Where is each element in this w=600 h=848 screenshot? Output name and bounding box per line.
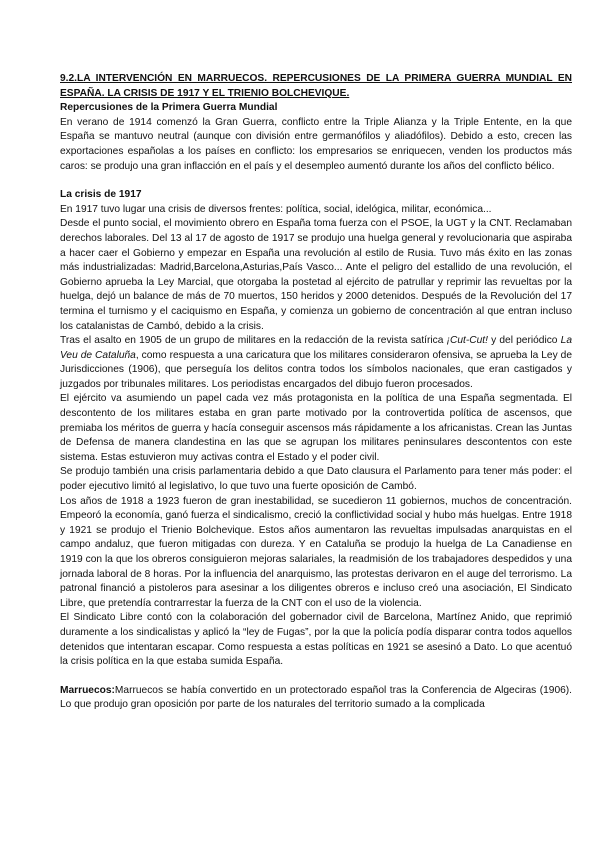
paragraph-marruecos <box>60 684 572 713</box>
paragraph-jurisdicciones <box>60 334 572 392</box>
text-fragment: Tras el asalto en 1905 de un grupo de militares en la redacción de la revista satírica <box>60 335 447 347</box>
paragraph-sindicato-libre: El Sindicato Libre contó con la colaboración del gobernador civil de Barcelona, Martínez Anido, que reprimió duramente a los sindicalistas y aplicó la “ley de Fugas”, por la que la policía podía disparar contra todos aquellos detenidos que intentaran escapar. Como respuesta a estas políticas en 1921 se asesinó a Dato. Lo que acentuó la crisis política en la que estaba sumida España. <box>60 612 572 668</box>
section-heading-ww1: Repercusiones de la Primera Guerra Mundial <box>60 102 278 114</box>
document-title: 9.2.LA INTERVENCIÓN EN MARRUECOS. REPERCUSIONES DE LA PRIMERA GUERRA MUNDIAL EN ESPAÑA. LA CRISIS DE 1917 Y EL TRIENIO BOLCHEVIQUE. <box>60 73 572 99</box>
section-heading-crisis-1917: La crisis de 1917 <box>60 189 142 201</box>
document-page <box>60 72 572 713</box>
spacer <box>60 670 572 684</box>
paragraph-army: El ejército va asumiendo un papel cada vez más protagonista en la política de una España segmentada. El descontento de los militares estaba en gran parte motivado por la controvertida política de ascensos, que premiaba los méritos de guerra y hacía conseguir ascensos más rápidamente a los africanistas. Crean las Juntas de Defensa de manera clandestina en las que se agrupan los militares peninsulares descontentos con este sistema. Estas estuvieron muy activas contra el Estado y el poder civil. <box>60 393 572 463</box>
paragraph-social: Desde el punto social, el movimiento obrero en España toma fuerza con el PSOE, la UGT y la CNT. Reclamaban derechos laborales. Del 13 al 17 de agosto de 1917 se produjo una huelga general y revolucionaria que aspiraba a hacer caer el Gobierno y empezar en España una revolución al estilo de Rusia. Tuvo más éxito en las zonas más industrializadas: Madrid,Barcelona,Asturias,País Vasco... Ante el peligro del estallido de una revolución, el Gobierno aprueba la Ley Marcial, que otorgaba la postetad al ejército de patrullar y reprimir las revueltas por la huelga, dejó un balance de más de 70 muertos, 150 heridos y 2000 detenidos. Después de la Revolución del 17 termina el turnismo y el caciquismo en España, y comienza un gobierno de concentración al que entran incluso los catalanistas de Cambó, debido a la crisis. <box>60 218 572 332</box>
paragraph-ww1: En verano de 1914 comenzó la Gran Guerra, conflicto entre la Triple Alianza y la Triple Entente, en la que España se mantuvo neutral (aunque con división entre germanófilos y aliadófilos). Debido a esto, crecen las exportaciones españolas a los países en conflicto: los empresarios se enriquecen, venden los productos más caros: se produjo una gran inflacción en el país y el desempleo aumentó durante los años del conflicto bélico. <box>60 116 572 172</box>
paragraph-parliament: Se produjo también una crisis parlamentaria debido a que Dato clausura el Parlamento para tener más poder: el poder ejecutivo limitó al legislativo, lo que tuvo una fuerte oposición de Cambó. <box>60 466 572 493</box>
marruecos-label: Marruecos: <box>60 684 115 696</box>
text-fragment: y del periódico <box>487 335 561 347</box>
text-fragment: , como respuesta a una caricatura que los militares consideraron ofensiva, se aprueba la Ley de Jurisdicciones (1906), que perseguía los delitos contra todos los símbolos nacionales, que eran castigados y juzgados por tribunales militares. Los periodistas encargados del dibujo fueron procesados. <box>60 349 572 390</box>
paragraph-trienio: Los años de 1918 a 1923 fueron de gran inestabilidad, se sucedieron 11 gobiernos, muchos de concentración. Empeoró la economía, ganó fuerza el sindicalismo, creció la conflictividad social y hubo más huelgas. Entre 1918 y 1921 se produjo el Trienio Bolchevique. Estos años aumentaron las revueltas impulsadas anarquistas en el campo andaluz, que fueron mitigadas con dureza. Y en Cataluña se produjo la huelga de La Canadiense en 1919 con la que los obreros consiguieron mejoras salariales, la readmisión de los trabajadores despedidos y una jornada laboral de 8 horas. Por la influencia del anarquismo, las protestas derivaron en el auge del terrorismo. La patronal financió a pistoleros para asesinar a los diligentes obreros e incluso creó una asociación, El Sindicato Libre, que pretendía contrarrestar la fuerza de la CNT con el uso de la violencia. <box>60 495 572 609</box>
newspaper-name: La Veu de Cataluña <box>60 335 572 361</box>
marruecos-text: Marruecos se había convertido en un protectorado español tras la Conferencia de Algeciras (1906). Lo que produjo gran oposición por parte de los naturales del territorio sumado a la complicada <box>60 684 572 711</box>
spacer <box>60 174 572 188</box>
paragraph-crisis-intro: En 1917 tuvo lugar una crisis de diversos frentes: política, social, idelógica, militar, económica... <box>60 203 492 215</box>
magazine-name: ¡Cut-Cut! <box>446 335 488 347</box>
